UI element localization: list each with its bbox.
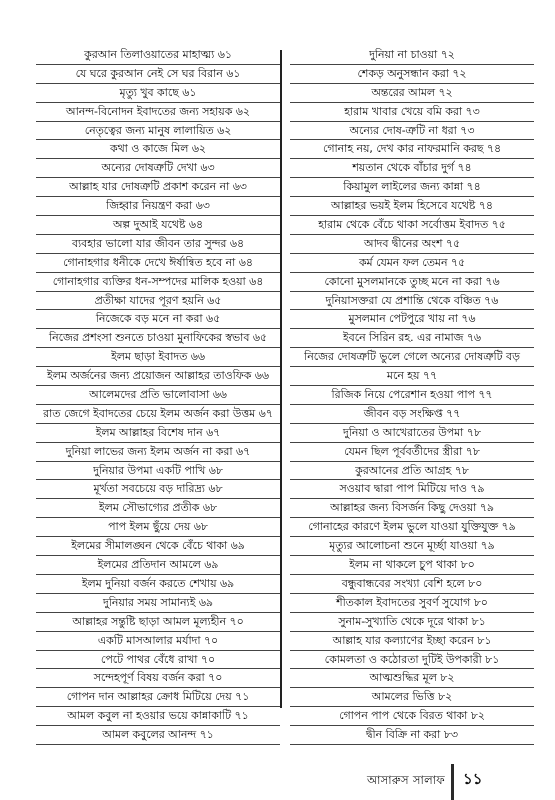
toc-entry: মুসলমান পেটপুরে খায় না ৭৬	[290, 310, 534, 329]
toc-entry: ইলম ছাড়া ইবাদত ৬৬	[36, 348, 280, 367]
page-number: ১১	[463, 770, 483, 788]
toc-entry: জীবন বড় সংক্ষিপ্ত ৭৭	[290, 405, 534, 424]
toc-entry: গোনাহগার ধনীকে দেখে ঈর্ষান্বিত হবে না ৬৪	[36, 254, 280, 273]
toc-entry: নিজেকে বড় মনে না করা ৬৫	[36, 310, 280, 329]
toc-entry: ইবনে সিরিন রহ. এর নামাজ ৭৬	[290, 329, 534, 348]
toc-entry: আল্লাহ যার দোষত্রুটি প্রকাশ করেন না ৬৩	[36, 178, 280, 197]
toc-entry: শয়তান থেকে বাঁচার দুর্গ ৭৪	[290, 159, 534, 178]
toc-entry: আদব দ্বীনের অংশ ৭৫	[290, 235, 534, 254]
toc-entry: মূর্খতা সবচেয়ে বড় দারিদ্র্য ৬৮	[36, 480, 280, 499]
toc-entry: আমল কবুল না হওয়ার ভয়ে কান্নাকাটি ৭১	[36, 707, 280, 726]
toc-entry: পাপ ইলম ছুঁয়ে দেয় ৬৮	[36, 518, 280, 537]
toc-entry: আনন্দ-বিনোদন ইবাদতের জন্য সহায়ক ৬২	[36, 103, 280, 122]
toc-entry: কিয়ামুল লাইলের জন্য কান্না ৭৪	[290, 178, 534, 197]
toc-entry: প্রতীক্ষা যাদের পূরণ হয়নি ৬৫	[36, 292, 280, 311]
toc-entry: যে ঘরে কুরআন নেই সে ঘর বিরান ৬১	[36, 65, 280, 84]
toc-entry: আল্লাহ যার কল্যাণের ইচ্ছা করেন ৮১	[290, 632, 534, 651]
toc-entry: ইলম সৌভাগ্যের প্রতীক ৬৮	[36, 499, 280, 518]
toc-entry: আমল কবুলের আনন্দ ৭১	[36, 726, 280, 745]
toc-entry: গোপন দান আল্লাহর ক্রোধ মিটিয়ে দেয় ৭১	[36, 688, 280, 707]
toc-entry: নিজের প্রশংসা শুনতে চাওয়া মুনাফিকের স্বভাব ৬৫	[36, 329, 280, 348]
toc-entry: অল্প দুআই যথেষ্ট ৬৪	[36, 216, 280, 235]
toc-entry: নেতৃত্বের জন্য মানুষ লালায়িত ৬২	[36, 122, 280, 141]
toc-entry: কর্ম যেমন ফল তেমন ৭৫	[290, 254, 534, 273]
toc-entry: দুনিয়ার সময় সামান্যই ৬৯	[36, 594, 280, 613]
footer-separator	[451, 764, 454, 800]
toc-entry: অন্তরের আমল ৭২	[290, 84, 534, 103]
toc-entry: গোনাহ নয়, দেখ কার নাফরমানি করছ ৭৪	[290, 140, 534, 159]
toc-entry: দুনিয়া না চাওয়া ৭২	[290, 46, 534, 65]
toc-entry: অন্যের দোষ-ত্রুটি না ধরা ৭৩	[290, 122, 534, 141]
toc-entry: হারাম থেকে বেঁচে থাকা সর্বোত্তম ইবাদত ৭৫	[290, 216, 534, 235]
toc-entry: কথা ও কাজে মিল ৬২	[36, 140, 280, 159]
toc-entry: ইলম আল্লাহর বিশেষ দান ৬৭	[36, 424, 280, 443]
toc-entry: শেকড় অনুসন্ধান করা ৭২	[290, 65, 534, 84]
toc-entry: একটি মাসআলার মর্যাদা ৭০	[36, 632, 280, 651]
toc-entry: আলেমদের প্রতি ভালোবাসা ৬৬	[36, 386, 280, 405]
toc-entry: রিজিক নিয়ে পেরেশান হওয়া পাপ ৭৭	[290, 386, 534, 405]
toc-entry: গোপন পাপ থেকে বিরত থাকা ৮২	[290, 707, 534, 726]
toc-entry: যেমন ছিল পূর্ববর্তীদের স্ত্রীরা ৭৮	[290, 443, 534, 462]
toc-entry: আল্লাহর ভয়ই ইলম হিসেবে যথেষ্ট ৭৪	[290, 197, 534, 216]
toc-entry: ইলম অর্জনের জন্য প্রয়োজন আল্লাহর তাওফিক ৬৬	[36, 367, 280, 386]
toc-entry: সওয়াব দ্বারা পাপ মিটিয়ে দাও ৭৯	[290, 480, 534, 499]
toc-entry: অন্যের দোষত্রুটি দেখা ৬৩	[36, 159, 280, 178]
toc-entry: কোমলতা ও কঠোরতা দুটিই উপকারী ৮১	[290, 651, 534, 670]
toc-entry: আমলের ভিত্তি ৮২	[290, 688, 534, 707]
toc-entry: ব্যবহার ভালো যার জীবন তার সুন্দর ৬৪	[36, 235, 280, 254]
toc-entry: নিজের দোষত্রুটি ভুলে গেলে অন্যের দোষত্রুটি বড়	[290, 348, 534, 367]
toc-entry: দুনিয়া লাভের জন্য ইলম অর্জন না করা ৬৭	[36, 443, 280, 462]
toc-entry: সুনাম-সুখ্যাতি থেকে দূরে থাকা ৮১	[290, 613, 534, 632]
toc-entry: বন্ধুবান্ধবের সংখ্যা বেশি হলে ৮০	[290, 575, 534, 594]
toc-entry: রাত জেগে ইবাদতের চেয়ে ইলম অর্জন করা উত্তম ৬৭	[36, 405, 280, 424]
toc-entry: ইলমের প্রতিদান আমলে ৬৯	[36, 556, 280, 575]
toc-entry: ইলম দুনিয়া বর্জন করতে শেখায় ৬৯	[36, 575, 280, 594]
toc-entry: আত্মশুদ্ধির মূল ৮২	[290, 669, 534, 688]
toc-entry: কুরআন তিলাওয়াতের মাহাত্ম্য ৬১	[36, 46, 280, 65]
toc-entry: গোনাহের কারণে ইলম ভুলে যাওয়া যুক্তিযুক্ত ৭৯	[290, 518, 534, 537]
toc-right-column	[290, 46, 534, 745]
toc-entry: সন্দেহপূর্ণ বিষয় বর্জন করা ৭০	[36, 669, 280, 688]
toc-entry: দুনিয়া ও আখেরাতের উপমা ৭৮	[290, 424, 534, 443]
toc-entry: কোনো মুসলমানকে তুচ্ছ মনে না করা ৭৬	[290, 273, 534, 292]
toc-entry: ইলম না থাকলে চুপ থাকা ৮০	[290, 556, 534, 575]
toc-entry: জিহ্বার নিয়ন্ত্রণ করা ৬৩	[36, 197, 280, 216]
toc-entry: কুরআনের প্রতি আগ্রহ ৭৮	[290, 462, 534, 481]
toc-entry: মনে হয় ৭৭	[290, 367, 534, 386]
toc-entry: আল্লাহর সন্তুষ্টি ছাড়া আমল মূল্যহীন ৭০	[36, 613, 280, 632]
toc-entry: শীতকাল ইবাদতের সুবর্ণ সুযোগ ৮০	[290, 594, 534, 613]
book-title: আসারুস সালাফ	[366, 773, 445, 787]
toc-entry: হারাম খাবার খেয়ে বমি করা ৭৩	[290, 103, 534, 122]
toc-entry: দুনিয়ার উপমা একটি পাখি ৬৮	[36, 462, 280, 481]
toc-entry: মৃত্যুর আলোচনা শুনে মূর্চ্ছা যাওয়া ৭৯	[290, 537, 534, 556]
toc-entry: গোনাহগার ব্যক্তির ধন-সম্পদের মালিক হওয়া ৬৪	[36, 273, 280, 292]
toc-entry: ইলমের সীমালঙ্ঘন থেকে বেঁচে থাকা ৬৯	[36, 537, 280, 556]
toc-entry: মৃত্যু খুব কাছে ৬১	[36, 84, 280, 103]
toc-left-column	[36, 46, 280, 745]
toc-entry: দ্বীন বিক্রি না করা ৮৩	[290, 726, 534, 745]
toc-entry: দুনিয়াসক্তরা যে প্রশান্তি থেকে বঞ্চিত ৭৬	[290, 292, 534, 311]
column-divider	[280, 50, 282, 708]
toc-entry: পেটে পাথর বেঁধে রাখা ৭০	[36, 651, 280, 670]
toc-entry: আল্লাহর জন্য বিসর্জন কিছু দেওয়া ৭৯	[290, 499, 534, 518]
